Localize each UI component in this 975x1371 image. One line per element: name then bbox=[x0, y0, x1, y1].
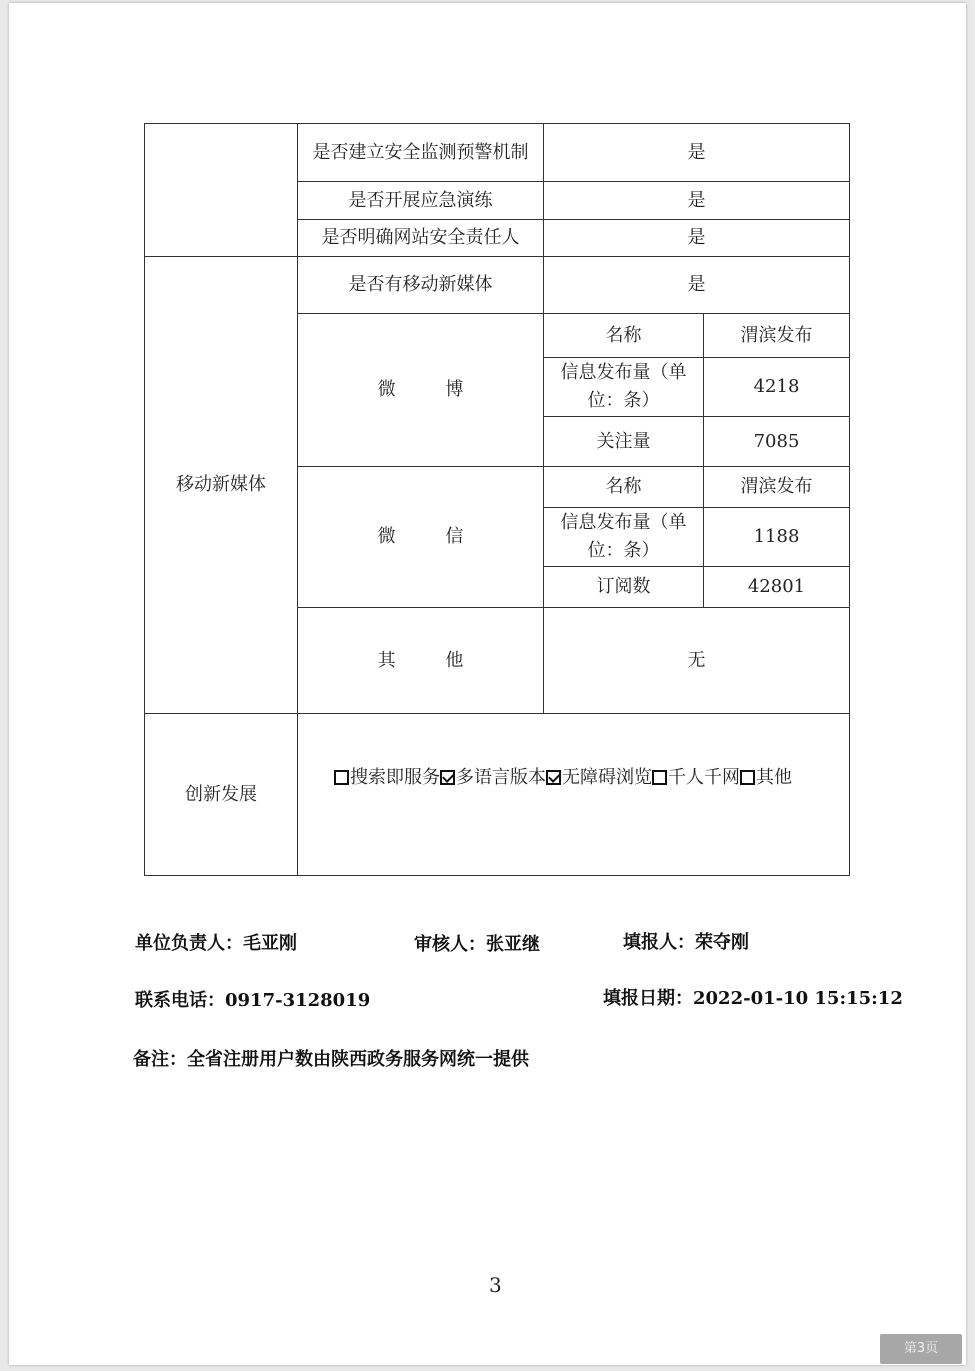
checkbox-checked-icon bbox=[546, 770, 561, 785]
weibo-posts-value: 4218 bbox=[704, 358, 850, 417]
page-indicator[interactable]: 第3页 bbox=[880, 1334, 962, 1364]
checkbox-icon bbox=[652, 770, 667, 785]
media-section-label: 移动新媒体 bbox=[145, 257, 298, 714]
document-page bbox=[9, 3, 966, 1365]
wechat-name-label: 名称 bbox=[544, 467, 704, 508]
option-personalized[interactable]: 千人千网 bbox=[652, 767, 740, 788]
drill-value: 是 bbox=[544, 182, 850, 220]
drill-label: 是否开展应急演练 bbox=[298, 182, 544, 220]
option-accessibility[interactable]: 无障碍浏览 bbox=[546, 767, 652, 788]
innovation-section-label: 创新发展 bbox=[145, 714, 298, 876]
reviewer: 审核人：张亚继 bbox=[414, 934, 540, 955]
weibo-name-value: 渭滨发布 bbox=[704, 314, 850, 358]
option-multilang[interactable]: 多语言版本 bbox=[440, 767, 546, 788]
report-table bbox=[144, 123, 850, 876]
page-number: 3 bbox=[489, 1273, 502, 1297]
wechat-name-value: 渭滨发布 bbox=[704, 467, 850, 508]
option-other[interactable]: 其他 bbox=[740, 767, 792, 788]
monitoring-label: 是否建立安全监测预警机制 bbox=[298, 124, 544, 182]
innovation-options bbox=[298, 714, 850, 876]
weibo-follow-value: 7085 bbox=[704, 417, 850, 467]
has-media-label: 是否有移动新媒体 bbox=[298, 257, 544, 314]
other-value: 无 bbox=[544, 608, 850, 714]
checkbox-icon bbox=[334, 770, 349, 785]
wechat-posts-label: 信息发布量（单位：条） bbox=[544, 508, 704, 567]
wechat-posts-value: 1188 bbox=[704, 508, 850, 567]
option-search[interactable]: 搜索即服务 bbox=[334, 767, 440, 788]
has-media-value: 是 bbox=[544, 257, 850, 314]
checkbox-icon bbox=[740, 770, 755, 785]
remark: 备注：全省注册用户数由陕西政务服务网统一提供 bbox=[133, 1049, 529, 1070]
security-section-cell bbox=[145, 124, 298, 257]
weibo-label: 微 博 bbox=[298, 314, 544, 467]
weibo-name-label: 名称 bbox=[544, 314, 704, 358]
weibo-posts-label: 信息发布量（单位：条） bbox=[544, 358, 704, 417]
checkbox-checked-icon bbox=[440, 770, 455, 785]
fill-date: 填报日期：2022-01-10 15:15:12 bbox=[603, 988, 903, 1009]
filler: 填报人：荣夺刚 bbox=[623, 932, 749, 953]
wechat-label: 微 信 bbox=[298, 467, 544, 608]
wechat-sub-label: 订阅数 bbox=[544, 567, 704, 608]
responsible-label: 是否明确网站安全责任人 bbox=[298, 220, 544, 257]
wechat-sub-value: 42801 bbox=[704, 567, 850, 608]
contact-phone: 联系电话：0917-3128019 bbox=[135, 990, 371, 1011]
responsible-value: 是 bbox=[544, 220, 850, 257]
weibo-follow-label: 关注量 bbox=[544, 417, 704, 467]
monitoring-value: 是 bbox=[544, 124, 850, 182]
unit-head: 单位负责人：毛亚刚 bbox=[135, 933, 297, 954]
other-label: 其 他 bbox=[298, 608, 544, 714]
